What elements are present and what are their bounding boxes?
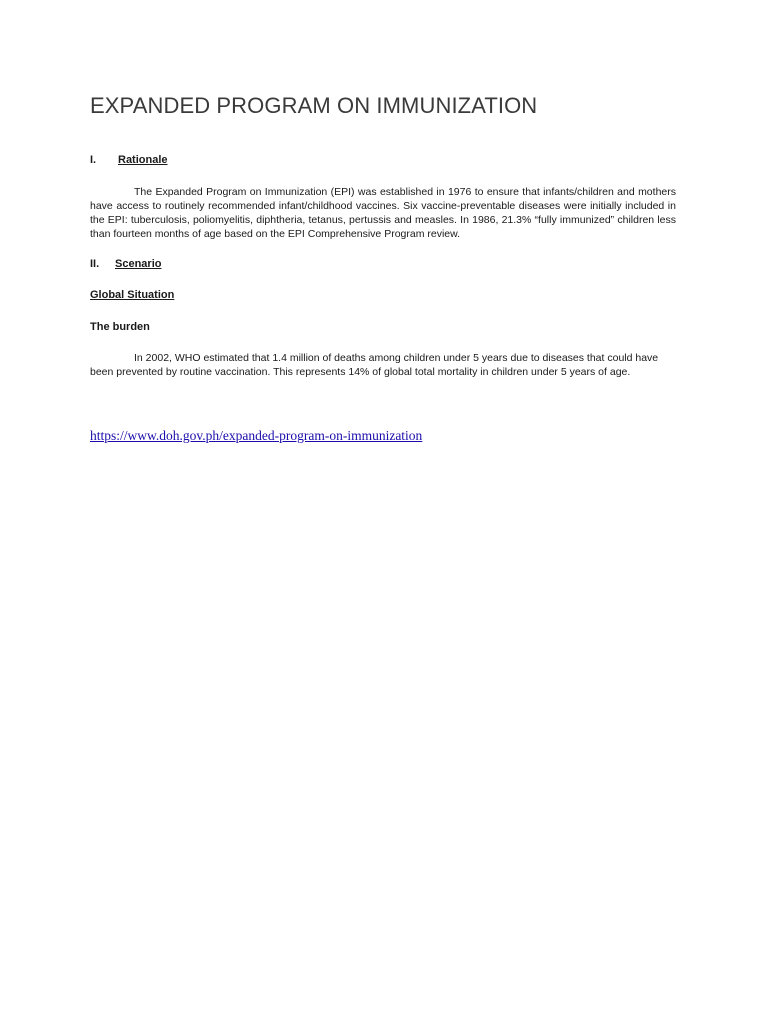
source-link[interactable]: https://www.doh.gov.ph/expanded-program-on-immunization [90, 428, 423, 443]
section-title: Rationale [118, 154, 168, 166]
rationale-paragraph: The Expanded Program on Immunization (EPI) was established in 1976 to ensure that infants/children and mothers have access to routinely recommended infant/childhood vaccines. Six vaccine-preventable diseases were initially included in the EPI: tuberculosis, poliomyelitis, diphtheria, tetanus, pertussis and measles. In 1986, 21.3% “fully immunized” children less than fourteen months of age based on the EPI Comprehensive Program review. [90, 186, 676, 240]
section-number: II. [90, 258, 100, 270]
section-title: Scenario [115, 258, 162, 270]
section-heading-scenario [90, 258, 161, 270]
section-heading-rationale [90, 154, 168, 166]
subheading-the-burden: The burden [90, 321, 150, 333]
section-number: I. [90, 154, 97, 166]
document-title: EXPANDED PROGRAM ON IMMUNIZATION [90, 93, 538, 118]
burden-paragraph: In 2002, WHO estimated that 1.4 million of deaths among children under 5 years due to diseases that could have been prevented by routine vaccination. This represents 14% of global total mortality in children under 5 years of age. [90, 352, 659, 378]
subheading-global-situation: Global Situation [90, 289, 175, 301]
